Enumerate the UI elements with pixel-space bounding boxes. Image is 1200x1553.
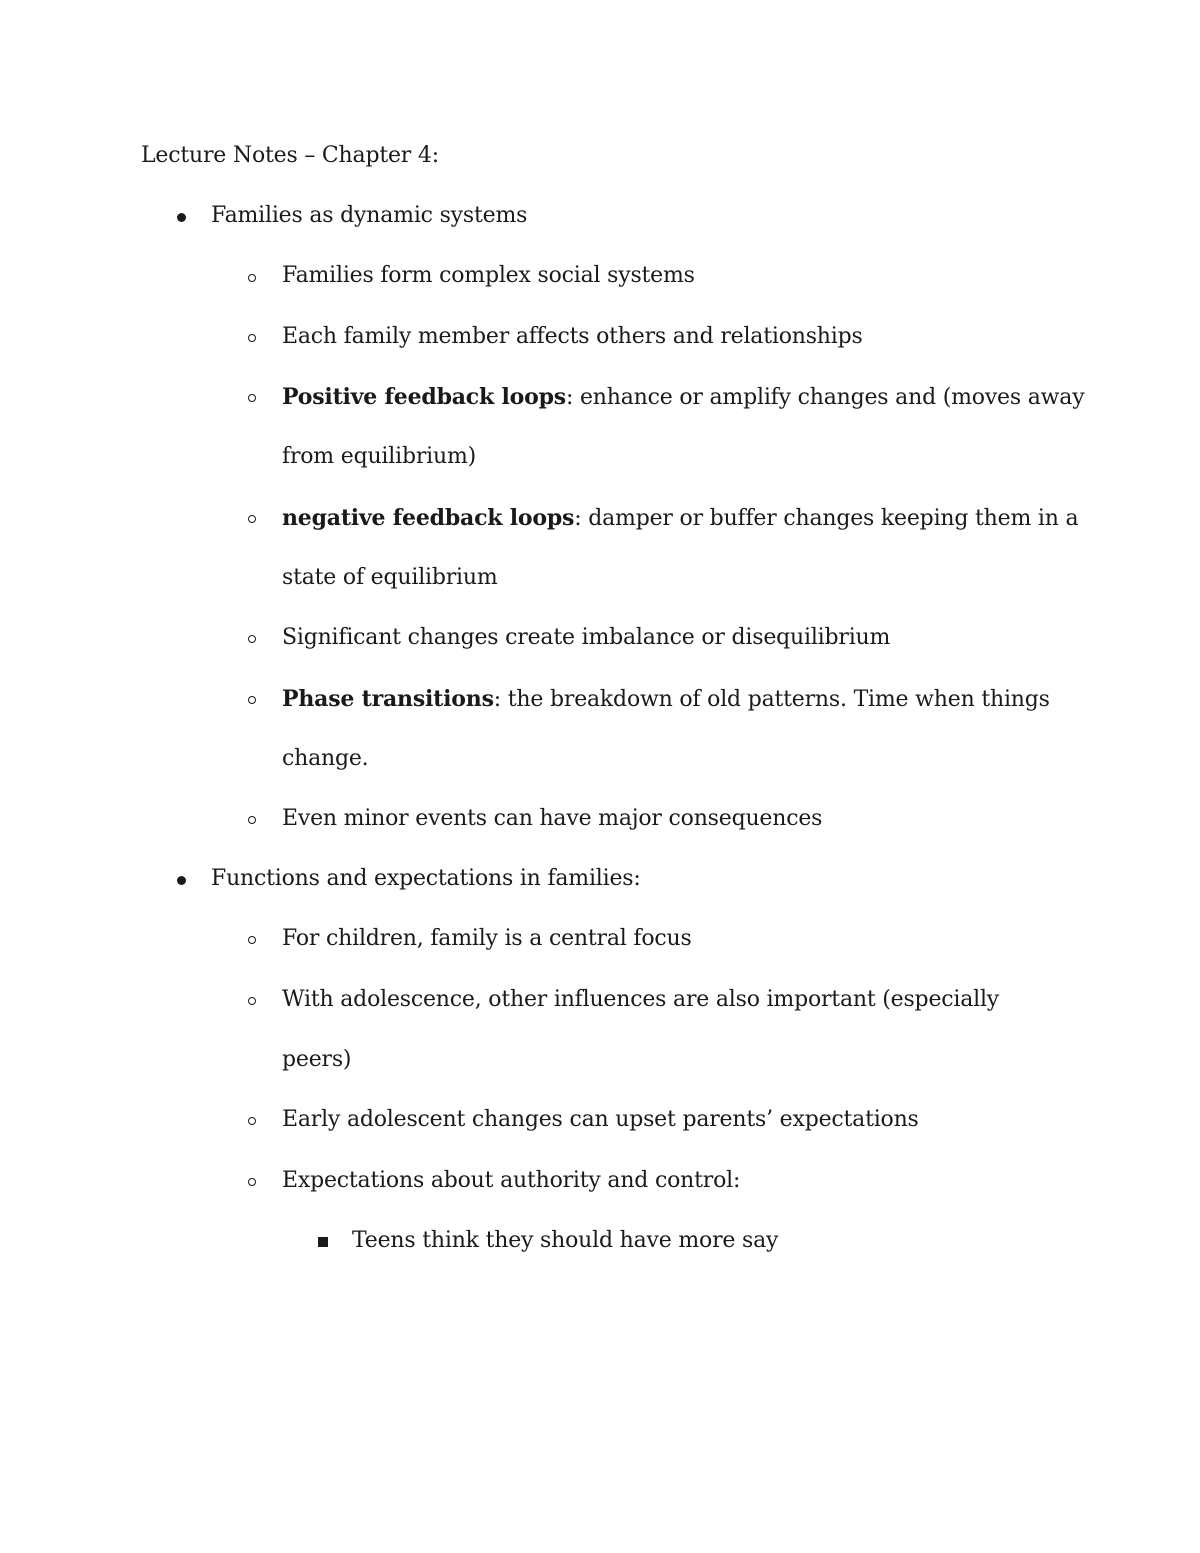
square-bullet-icon bbox=[318, 1237, 328, 1247]
term-bold: negative feedback loops bbox=[282, 505, 575, 531]
hollow-bullet-icon bbox=[248, 696, 256, 704]
hollow-bullet-icon bbox=[248, 274, 256, 282]
term-bold: Positive feedback loops bbox=[282, 384, 566, 410]
list-item: With adolescence, other influences are also important (especially bbox=[282, 987, 1000, 1012]
list-item: Expectations about authority and control: bbox=[282, 1168, 741, 1193]
hollow-bullet-icon bbox=[248, 1178, 256, 1186]
filled-bullet-icon bbox=[177, 213, 186, 222]
list-item bbox=[282, 685, 1050, 714]
list-item: Families form complex social systems bbox=[282, 263, 695, 288]
hollow-bullet-icon bbox=[248, 936, 256, 944]
section-heading: Families as dynamic systems bbox=[211, 203, 528, 228]
hollow-bullet-icon bbox=[248, 816, 256, 824]
sub-list-item: Teens think they should have more say bbox=[352, 1228, 779, 1253]
hollow-bullet-icon bbox=[248, 1117, 256, 1125]
term-bold: Phase transitions bbox=[282, 686, 494, 712]
filled-bullet-icon bbox=[177, 876, 186, 885]
list-item bbox=[282, 383, 1084, 412]
list-item-continuation: peers) bbox=[282, 1047, 352, 1072]
definition-text: : the breakdown of old patterns. Time when things bbox=[493, 687, 1050, 712]
list-item: Significant changes create imbalance or disequilibrium bbox=[282, 625, 891, 650]
hollow-bullet-icon bbox=[248, 515, 256, 523]
definition-text: : damper or buffer changes keeping them in a bbox=[574, 506, 1079, 531]
list-item: Each family member affects others and relationships bbox=[282, 324, 863, 349]
definition-text: : enhance or amplify changes and (moves away bbox=[565, 385, 1085, 410]
hollow-bullet-icon bbox=[248, 334, 256, 342]
list-item bbox=[282, 504, 1078, 533]
list-item-continuation: state of equilibrium bbox=[282, 565, 498, 590]
page-title: Lecture Notes – Chapter 4: bbox=[141, 143, 439, 168]
list-item-continuation: change. bbox=[282, 746, 369, 771]
hollow-bullet-icon bbox=[248, 394, 256, 402]
list-item: Even minor events can have major consequences bbox=[282, 806, 823, 831]
section-heading: Functions and expectations in families: bbox=[211, 866, 641, 891]
list-item-continuation: from equilibrium) bbox=[282, 444, 476, 469]
hollow-bullet-icon bbox=[248, 635, 256, 643]
hollow-bullet-icon bbox=[248, 997, 256, 1005]
list-item: Early adolescent changes can upset parents’ expectations bbox=[282, 1107, 919, 1132]
list-item: For children, family is a central focus bbox=[282, 926, 692, 951]
